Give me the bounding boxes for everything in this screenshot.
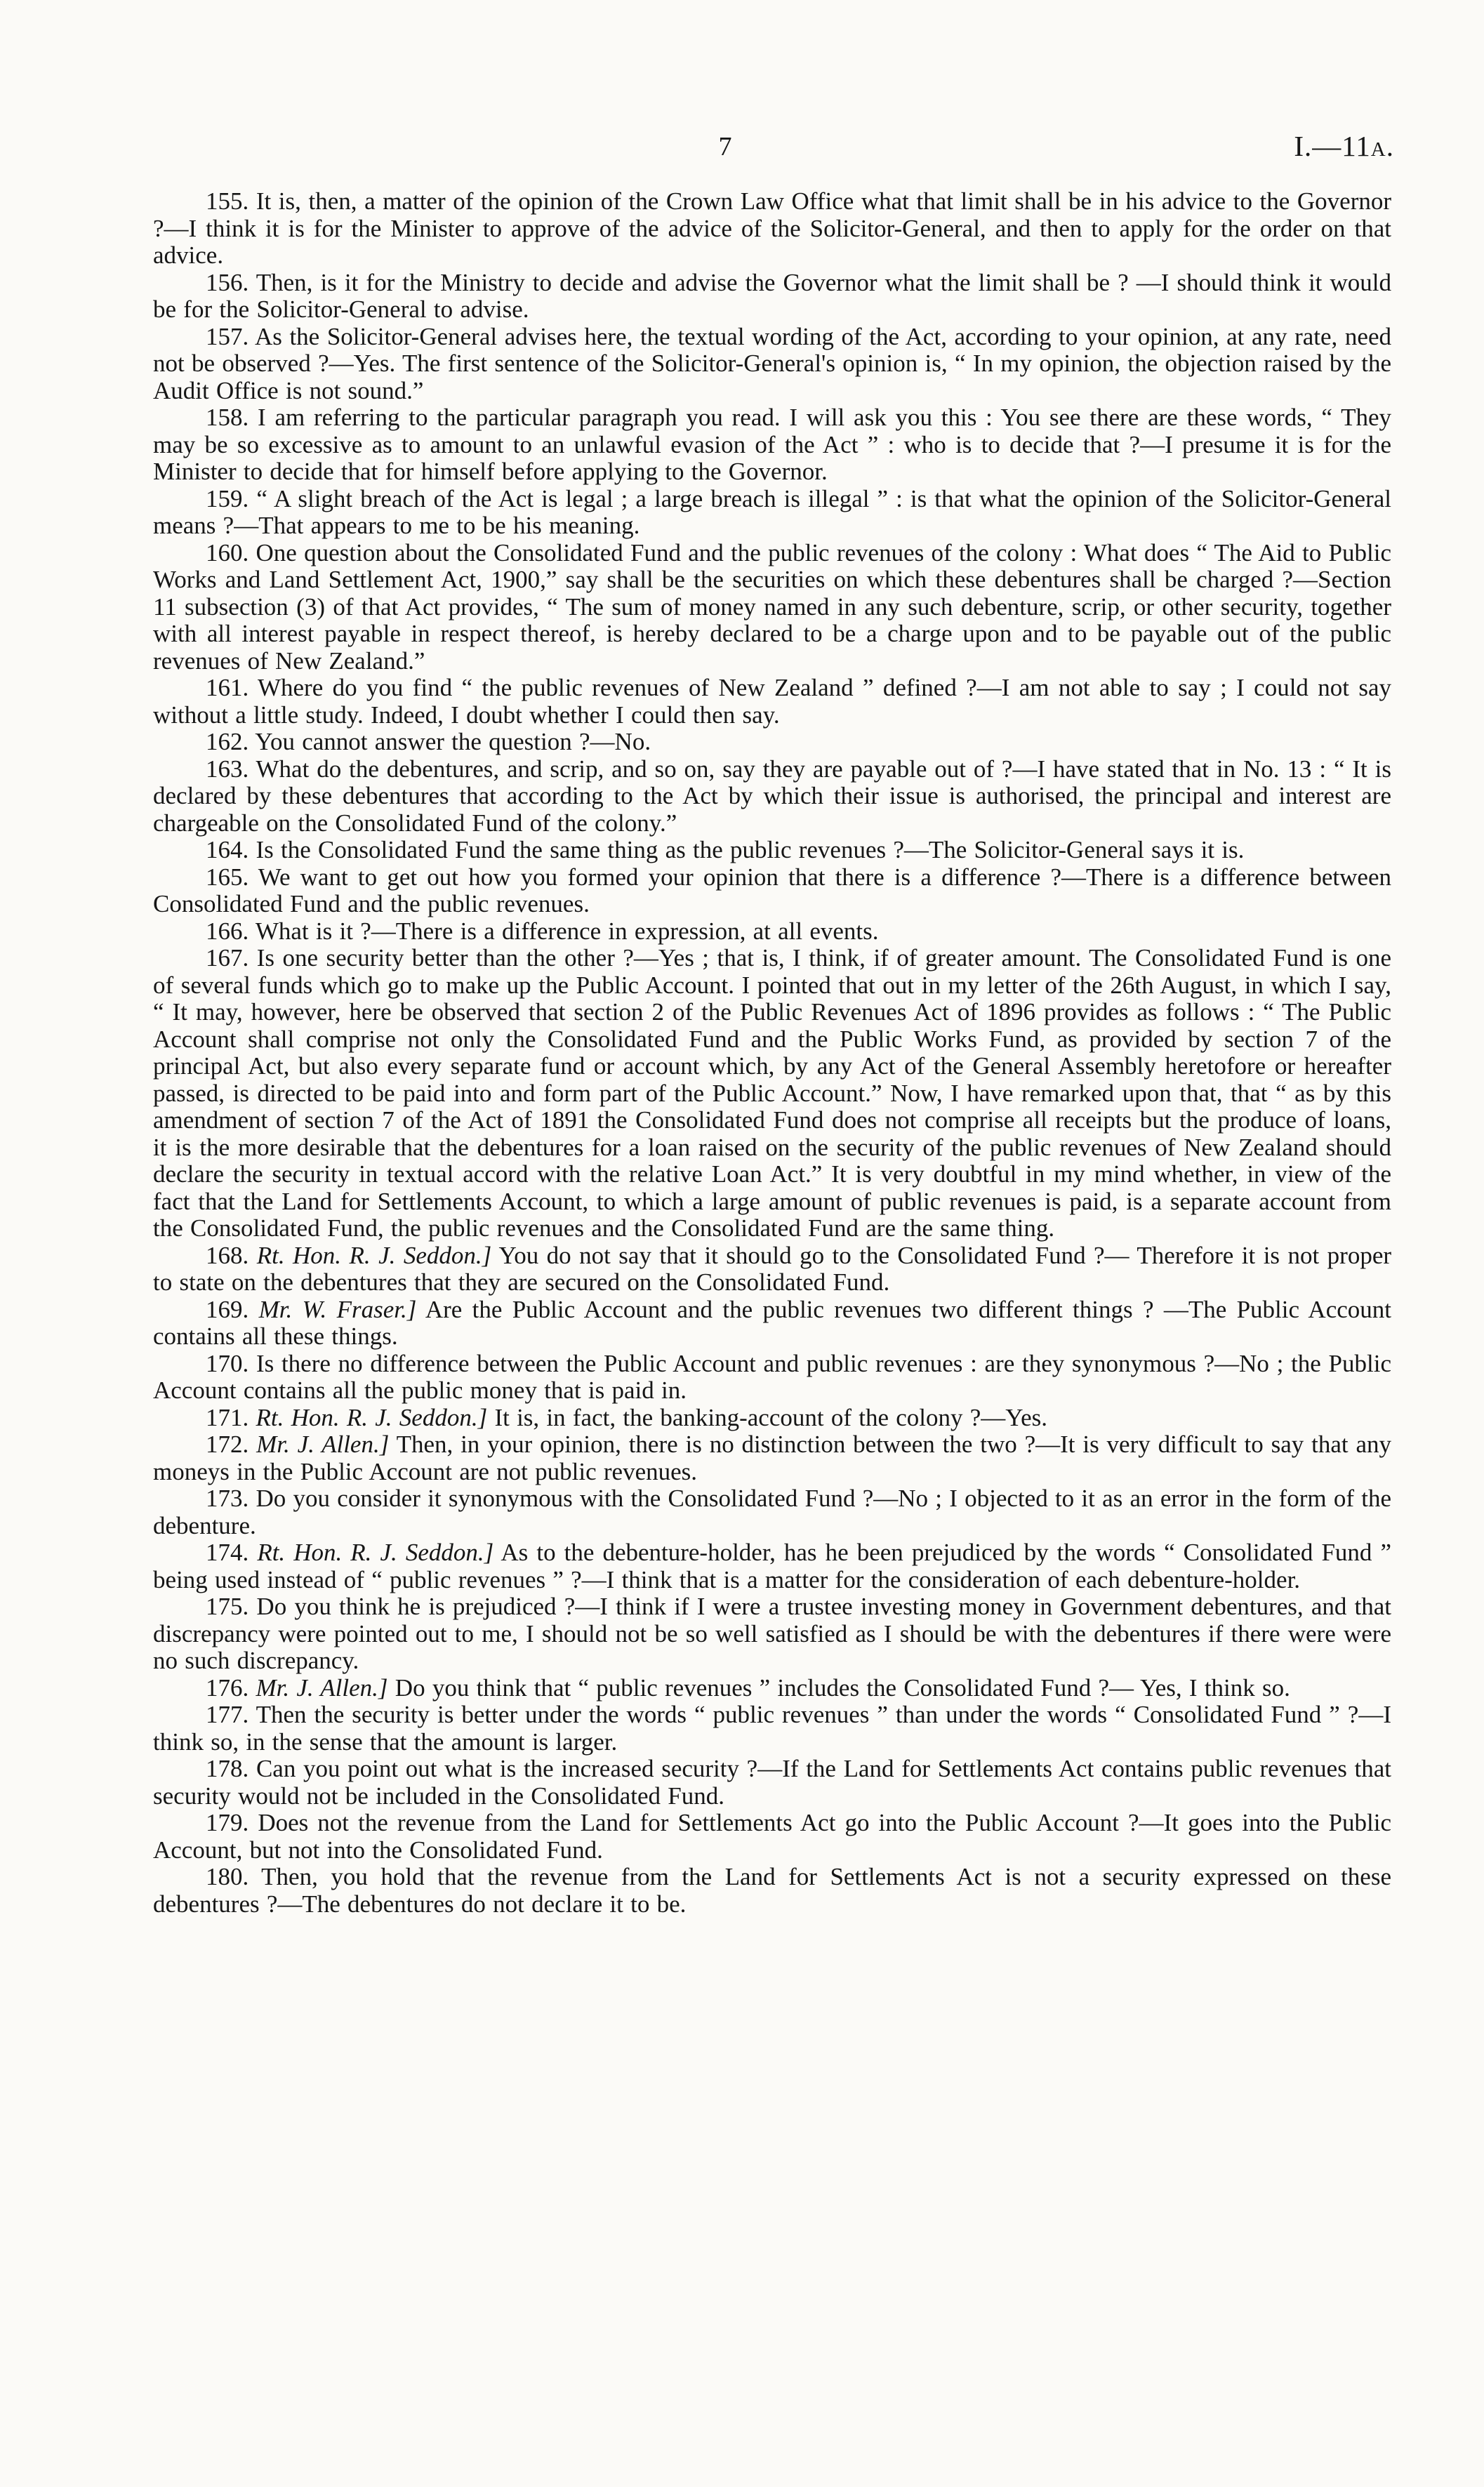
document-reference-suffix: a. (1370, 130, 1394, 162)
question-number: 158. (206, 404, 249, 431)
question-number: 178. (206, 1755, 249, 1782)
question-number: 163. (206, 755, 249, 783)
question-answer-text: You cannot answer the question ?—No. (255, 728, 651, 755)
page-header (153, 131, 1394, 170)
speaker-name: Rt. Hon. R. J. Seddon.] (256, 1403, 488, 1431)
question-number: 167. (206, 944, 249, 971)
question-number: 160. (206, 538, 249, 566)
transcript-paragraph (153, 729, 1391, 756)
speaker-name: Mr. J. Allen.] (256, 1673, 388, 1702)
question-number: 164. (206, 836, 249, 863)
question-number: 162. (206, 728, 249, 755)
transcript-paragraph (153, 1242, 1391, 1296)
question-answer-text: Do you think he is prejudiced ?—I think if I were a trustee investing money in Government debentures, and that discrepancy were pointed out to me, I should not be so well satisfied as I should be with the debentures if there were were no such discrepancy. (153, 1593, 1391, 1674)
transcript-paragraph (153, 756, 1391, 837)
question-answer-text: As to the debenture-holder, has he been prejudiced by the words “ Consolidated Fund ” being used instead of “ public revenues ” ?—I think that is a matter for the consideration of each debenture-holder. (153, 1539, 1391, 1593)
transcript-paragraph (153, 540, 1391, 675)
question-number: 166. (206, 917, 249, 945)
question-answer-text: “ A slight breach of the Act is legal ; a large breach is illegal ” : is that what the opinion of the Solicitor-General means ?—That appears to me to be his meaning. (153, 484, 1392, 539)
speaker-name: Mr. W. Fraser.] (258, 1295, 417, 1323)
transcript-paragraph (153, 324, 1391, 405)
question-answer-text: Is one security better than the other ?—Yes ; that is, I think, if of greater amount. The Consolidated Fund is one of several funds which go to make up the Public Account. I pointed that out in my letter of the 26th August, in which I say, “ It may, however, here be observed that section 2 of the Public Revenues Act of 1896 provides as follows : “ The Public Account shall comprise not only the Consolidated Fund and the Public Works Fund, as provided by section 7 of the principal Act, but also every separate fund or account which, by any Act of the General Assembly heretofore or hereafter passed, is directed to be paid into and form part of the Public Account.” Now, I have remarked upon that, that “ as by this amendment of section 7 of the Act of 1891 the Consolidated Fund does not comprise all receipts but the produce of loans, it is the more desirable that the debentures for a loan raised on the security of the public revenues of New Zealand should declare the security in textual accord with the relative Loan Act.” It is very doubtful in my mind whether, in view of the fact that the Land for Settlements Account, to which a large amount of public revenues is paid, is a separate account from the Consolidated Fund, the public revenues and the Consolidated Fund are the same thing. (153, 944, 1392, 1242)
question-answer-text: Then, you hold that the revenue from the Land for Settlements Act is not a security expressed on these debentures ?—The debentures do not declare it to be. (153, 1863, 1392, 1918)
document-reference-main: I.—11 (1294, 130, 1371, 162)
transcript-paragraph (153, 1756, 1391, 1810)
question-answer-text: Then the security is better under the words “ public revenues ” than under the words “ Consolidated Fund ” ?—I think so, in the sense that the amount is larger. (153, 1701, 1391, 1756)
question-number: 171. (206, 1403, 249, 1431)
question-answer-text: Then, is it for the Ministry to decide and advise the Governor what the limit shall be ? —I should think it would be for the Solicitor-General to advise. (153, 268, 1391, 323)
speaker-name: Mr. J. Allen.] (256, 1431, 390, 1458)
question-answer-text: Where do you find “ the public revenues of New Zealand ” defined ?—I am not able to say ; I could not say without a little study. Indeed, I doubt whether I could then say. (153, 674, 1391, 729)
transcript-paragraph (153, 1593, 1391, 1675)
question-number: 156. (206, 268, 249, 296)
speaker-name: Rt. Hon. R. J. Seddon.] (257, 1539, 494, 1566)
question-number: 155. (206, 187, 249, 215)
transcript-paragraph (153, 864, 1391, 918)
transcript-paragraph (153, 1864, 1391, 1918)
question-number: 170. (206, 1349, 249, 1377)
transcript-paragraph (153, 675, 1391, 729)
question-answer-text: It is, in fact, the banking-account of the colony ?—Yes. (494, 1403, 1047, 1431)
transcript-paragraph (153, 1296, 1391, 1351)
question-number: 177. (206, 1701, 249, 1728)
document-reference (1294, 129, 1394, 163)
question-answer-text: Does not the revenue from the Land for Settlements Act go into the Public Account ?—It goes into the Public Account, but not into the Consolidated Fund. (153, 1809, 1392, 1864)
question-answer-text: It is, then, a matter of the opinion of the Crown Law Office what that limit shall be in his advice to the Governor ?—I think it is for the Minister to approve of the advice of the Solicitor-General, and then to apply for the order on that advice. (153, 187, 1392, 269)
question-number: 168. (206, 1241, 249, 1269)
transcript-paragraph (153, 1431, 1391, 1485)
question-number: 180. (206, 1863, 249, 1890)
transcript-paragraph (153, 404, 1391, 486)
transcript-paragraph (153, 837, 1391, 864)
speaker-name: Rt. Hon. R. J. Seddon.] (256, 1241, 492, 1269)
question-answer-text: We want to get out how you formed your opinion that there is a difference ?—There is a difference between Consolidated Fund and the public revenues. (153, 863, 1391, 917)
transcript-paragraph (153, 270, 1391, 324)
question-answer-text: Do you consider it synonymous with the Consolidated Fund ?—No ; I objected to it as an error in the form of the debenture. (153, 1485, 1392, 1539)
question-answer-text: Do you think that “ public revenues ” includes the Consolidated Fund ?— Yes, I think so. (395, 1673, 1290, 1702)
question-answer-text: I am referring to the particular paragraph you read. I will ask you this : You see there are these words, “ They may be so excessive as to amount to an unlawful evasion of the Act ” : who is to decide that ?—I presume it is for the Minister to decide that for himself before applying to the Governor. (153, 404, 1392, 485)
question-answer-text: Is the Consolidated Fund the same thing as the public revenues ?—The Solicitor-General says it is. (256, 836, 1245, 863)
transcript-paragraph (153, 1351, 1391, 1405)
question-number: 169. (206, 1295, 249, 1323)
question-number: 161. (206, 674, 249, 701)
question-number: 165. (206, 863, 249, 891)
transcript-paragraph (153, 945, 1391, 1242)
transcript-paragraph (153, 1675, 1391, 1702)
question-answer-text: Can you point out what is the increased security ?—If the Land for Settlements Act contains public revenues that security would not be included in the Consolidated Fund. (153, 1755, 1391, 1810)
question-number: 174. (206, 1539, 249, 1566)
transcript-paragraph (153, 188, 1391, 270)
question-number: 175. (206, 1593, 249, 1620)
question-answer-text: Is there no difference between the Public Account and public revenues : are they synonymous ?—No ; the Public Account contains all the public money that is paid in. (153, 1349, 1391, 1404)
transcript-paragraph (153, 486, 1391, 540)
transcript-paragraph (153, 1405, 1391, 1432)
question-number: 172. (206, 1431, 249, 1458)
transcript-paragraph (153, 1702, 1391, 1756)
question-number: 157. (206, 322, 249, 350)
question-answer-text: Are the Public Account and the public revenues two different things ? —The Public Account contains all these things. (153, 1295, 1391, 1350)
question-answer-text: Then, in your opinion, there is no distinction between the two ?—It is very difficult to say that any moneys in the Public Account are not public revenues. (153, 1431, 1391, 1485)
question-answer-text: What do the debentures, and scrip, and so on, say they are payable out of ?—I have stated that in No. 13 : “ It is declared by these debentures that according to the Act by which their issue is authorised, the principal and interest are chargeable on the Consolidated Fund of the colony.” (153, 755, 1391, 837)
question-answer-text: What is it ?—There is a difference in expression, at all events. (255, 917, 879, 945)
question-answer-text: One question about the Consolidated Fund and the public revenues of the colony : What does “ The Aid to Public Works and Land Settlement Act, 1900,” say shall be the securities on which these debentures shall be charged ?—Section 11 subsection (3) of that Act provides, “ The sum of money named in any such debenture, scrip, or other security, together with all interest payable in respect thereof, is hereby declared to be a charge upon and to be payable out of the public revenues of New Zealand.” (153, 538, 1392, 675)
transcript-paragraph (153, 1485, 1391, 1539)
question-number: 176. (206, 1673, 249, 1702)
question-number: 173. (206, 1485, 249, 1512)
page-number: 7 (718, 132, 732, 161)
question-number: 179. (206, 1809, 249, 1836)
question-number: 159. (206, 484, 249, 512)
transcript (153, 188, 1391, 1918)
question-answer-text: As the Solicitor-General advises here, the textual wording of the Act, according to your opinion, at any rate, need not be observed ?—Yes. The first sentence of the Solicitor-General's opinion is, “ In my opinion, the objection raised by the Audit Office is not sound.” (153, 322, 1391, 404)
transcript-paragraph (153, 1539, 1391, 1593)
transcript-paragraph (153, 1810, 1391, 1864)
transcript-paragraph (153, 918, 1391, 946)
question-answer-text: You do not say that it should go to the Consolidated Fund ?— Therefore it is not proper to state on the debentures that they are secured on the Consolidated Fund. (153, 1241, 1392, 1296)
